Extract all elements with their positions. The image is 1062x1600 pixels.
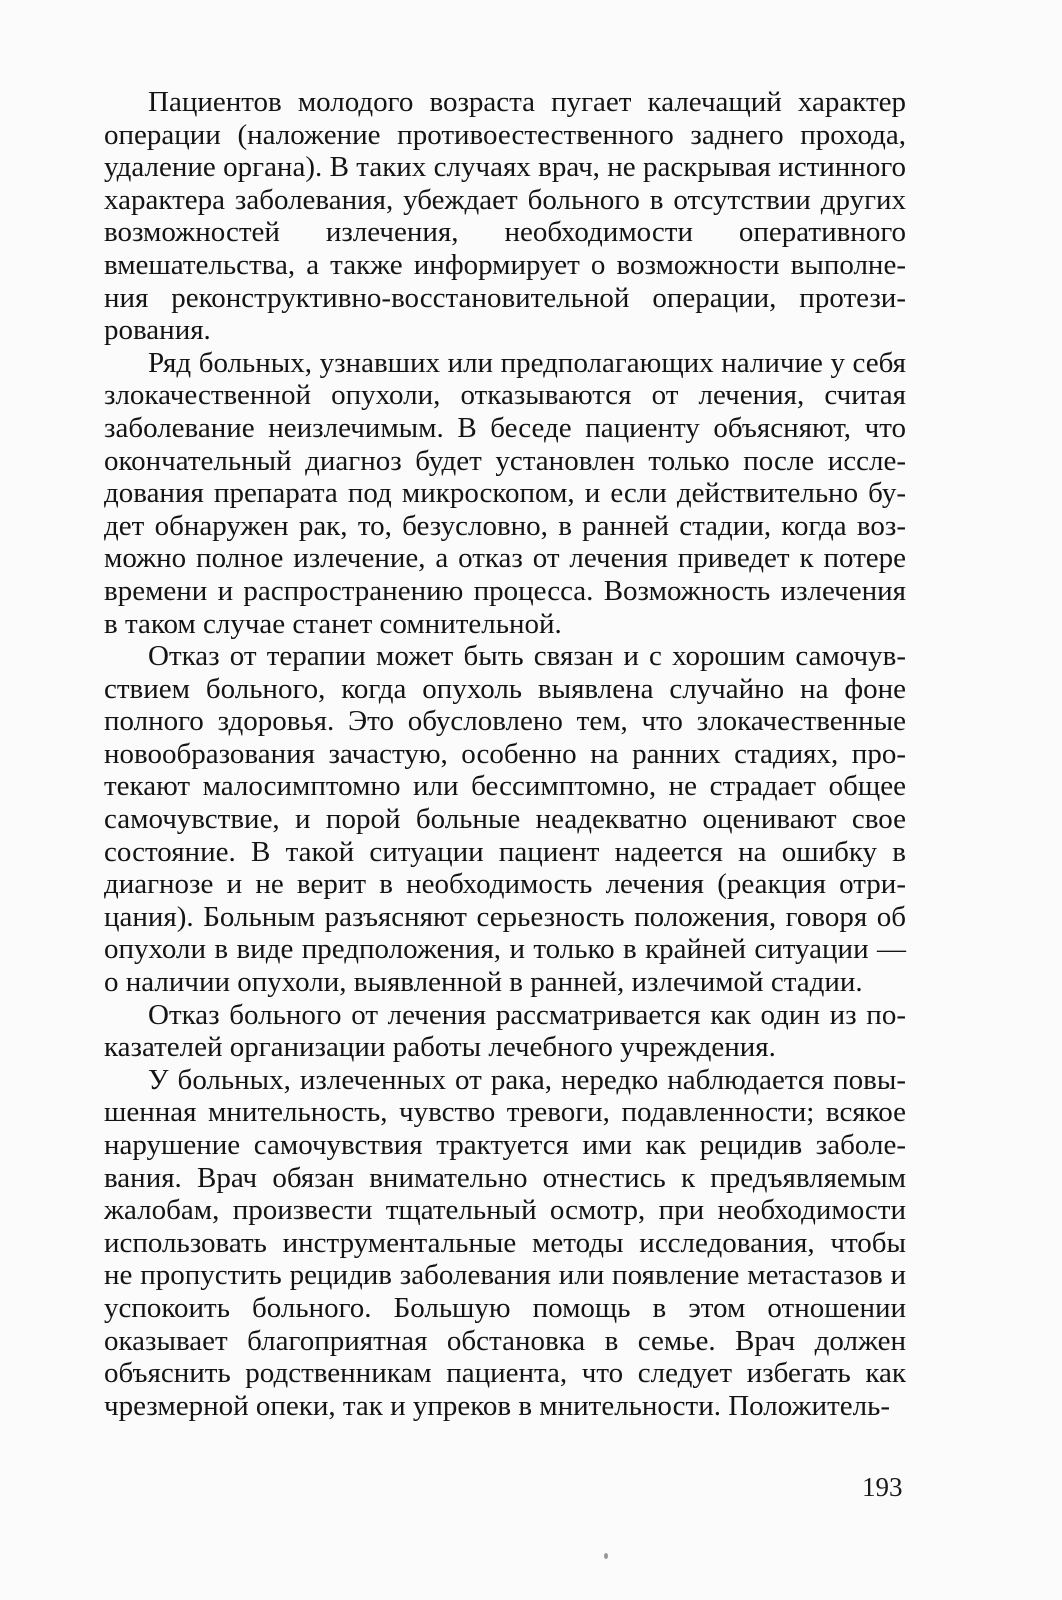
body-text [104, 86, 906, 1422]
paragraph-4: Отказ больного от лечения рассматривается как один из показателей организации работы лечебного учреждения. [104, 998, 906, 1064]
paragraph-1: Пациентов молодого возраста пугает калечащий характер операции (наложение противоестественного заднего прохода, удаление органа). В таких случаях врач, не раскрывая истинного характера заболевания, убеждает больного в отсутствии других возможностей излечения, необходимости оперативного вмешательства, а также информирует о возможности выполнения реконструктивно-восстановительной операции, протезирования. [104, 86, 906, 347]
paragraph-5: У больных, излеченных от рака, нередко наблюдается повышенная мнительность, чувство тревоги, подавленности; всякое нарушение самочувствия трактуется ими как рецидив заболевания. Врач обязан внимательно отнестись к предъявляемым жалобам, произвести тщательный осмотр, при необходимости использовать инструментальные методы исследования, чтобы не пропустить рецидив заболевания или появление метастазов и успокоить больного. Большую помощь в этом отношении оказывает благоприятная обстановка в семье. Врач должен объяснить родственникам пациента, что следует избегать как чрезмерной опеки, так и упреков в мнительности. Положитель- [104, 1063, 906, 1422]
page-number: 193 [862, 1472, 903, 1502]
scan-speck [604, 1553, 608, 1559]
paragraph-3: Отказ от терапии может быть связан и с хорошим самочувствием больного, когда опухоль выявлена случайно на фоне полного здоровья. Это обусловлено тем, что злокачественные новообразования зачастую, особенно на ранних стадиях, протекают малосимптомно или бессимптомно, не страдает общее самочувствие, и порой больные неадекватно оценивают свое состояние. В такой ситуации пациент надеется на ошибку в диагнозе и не верит в необходимость лечения (реакция отрицания). Больным разъясняют серьезность положения, говоря об опухоли в виде предположения, и только в крайней ситуации — о наличии опухоли, выявленной в ранней, излечимой стадии. [104, 640, 906, 999]
paragraph-2: Ряд больных, узнавших или предполагающих наличие у себя злокачественной опухоли, отказываются от лечения, считая заболевание неизлечимым. В беседе пациенту объясняют, что окончательный диагноз будет установлен только после исследования препарата под микроскопом, и если действительно будет обнаружен рак, то, безусловно, в ранней стадии, когда возможно полное излечение, а отказ от лечения приведет к потере времени и распространению процесса. Возможность излечения в таком случае станет сомнительной. [104, 346, 906, 640]
